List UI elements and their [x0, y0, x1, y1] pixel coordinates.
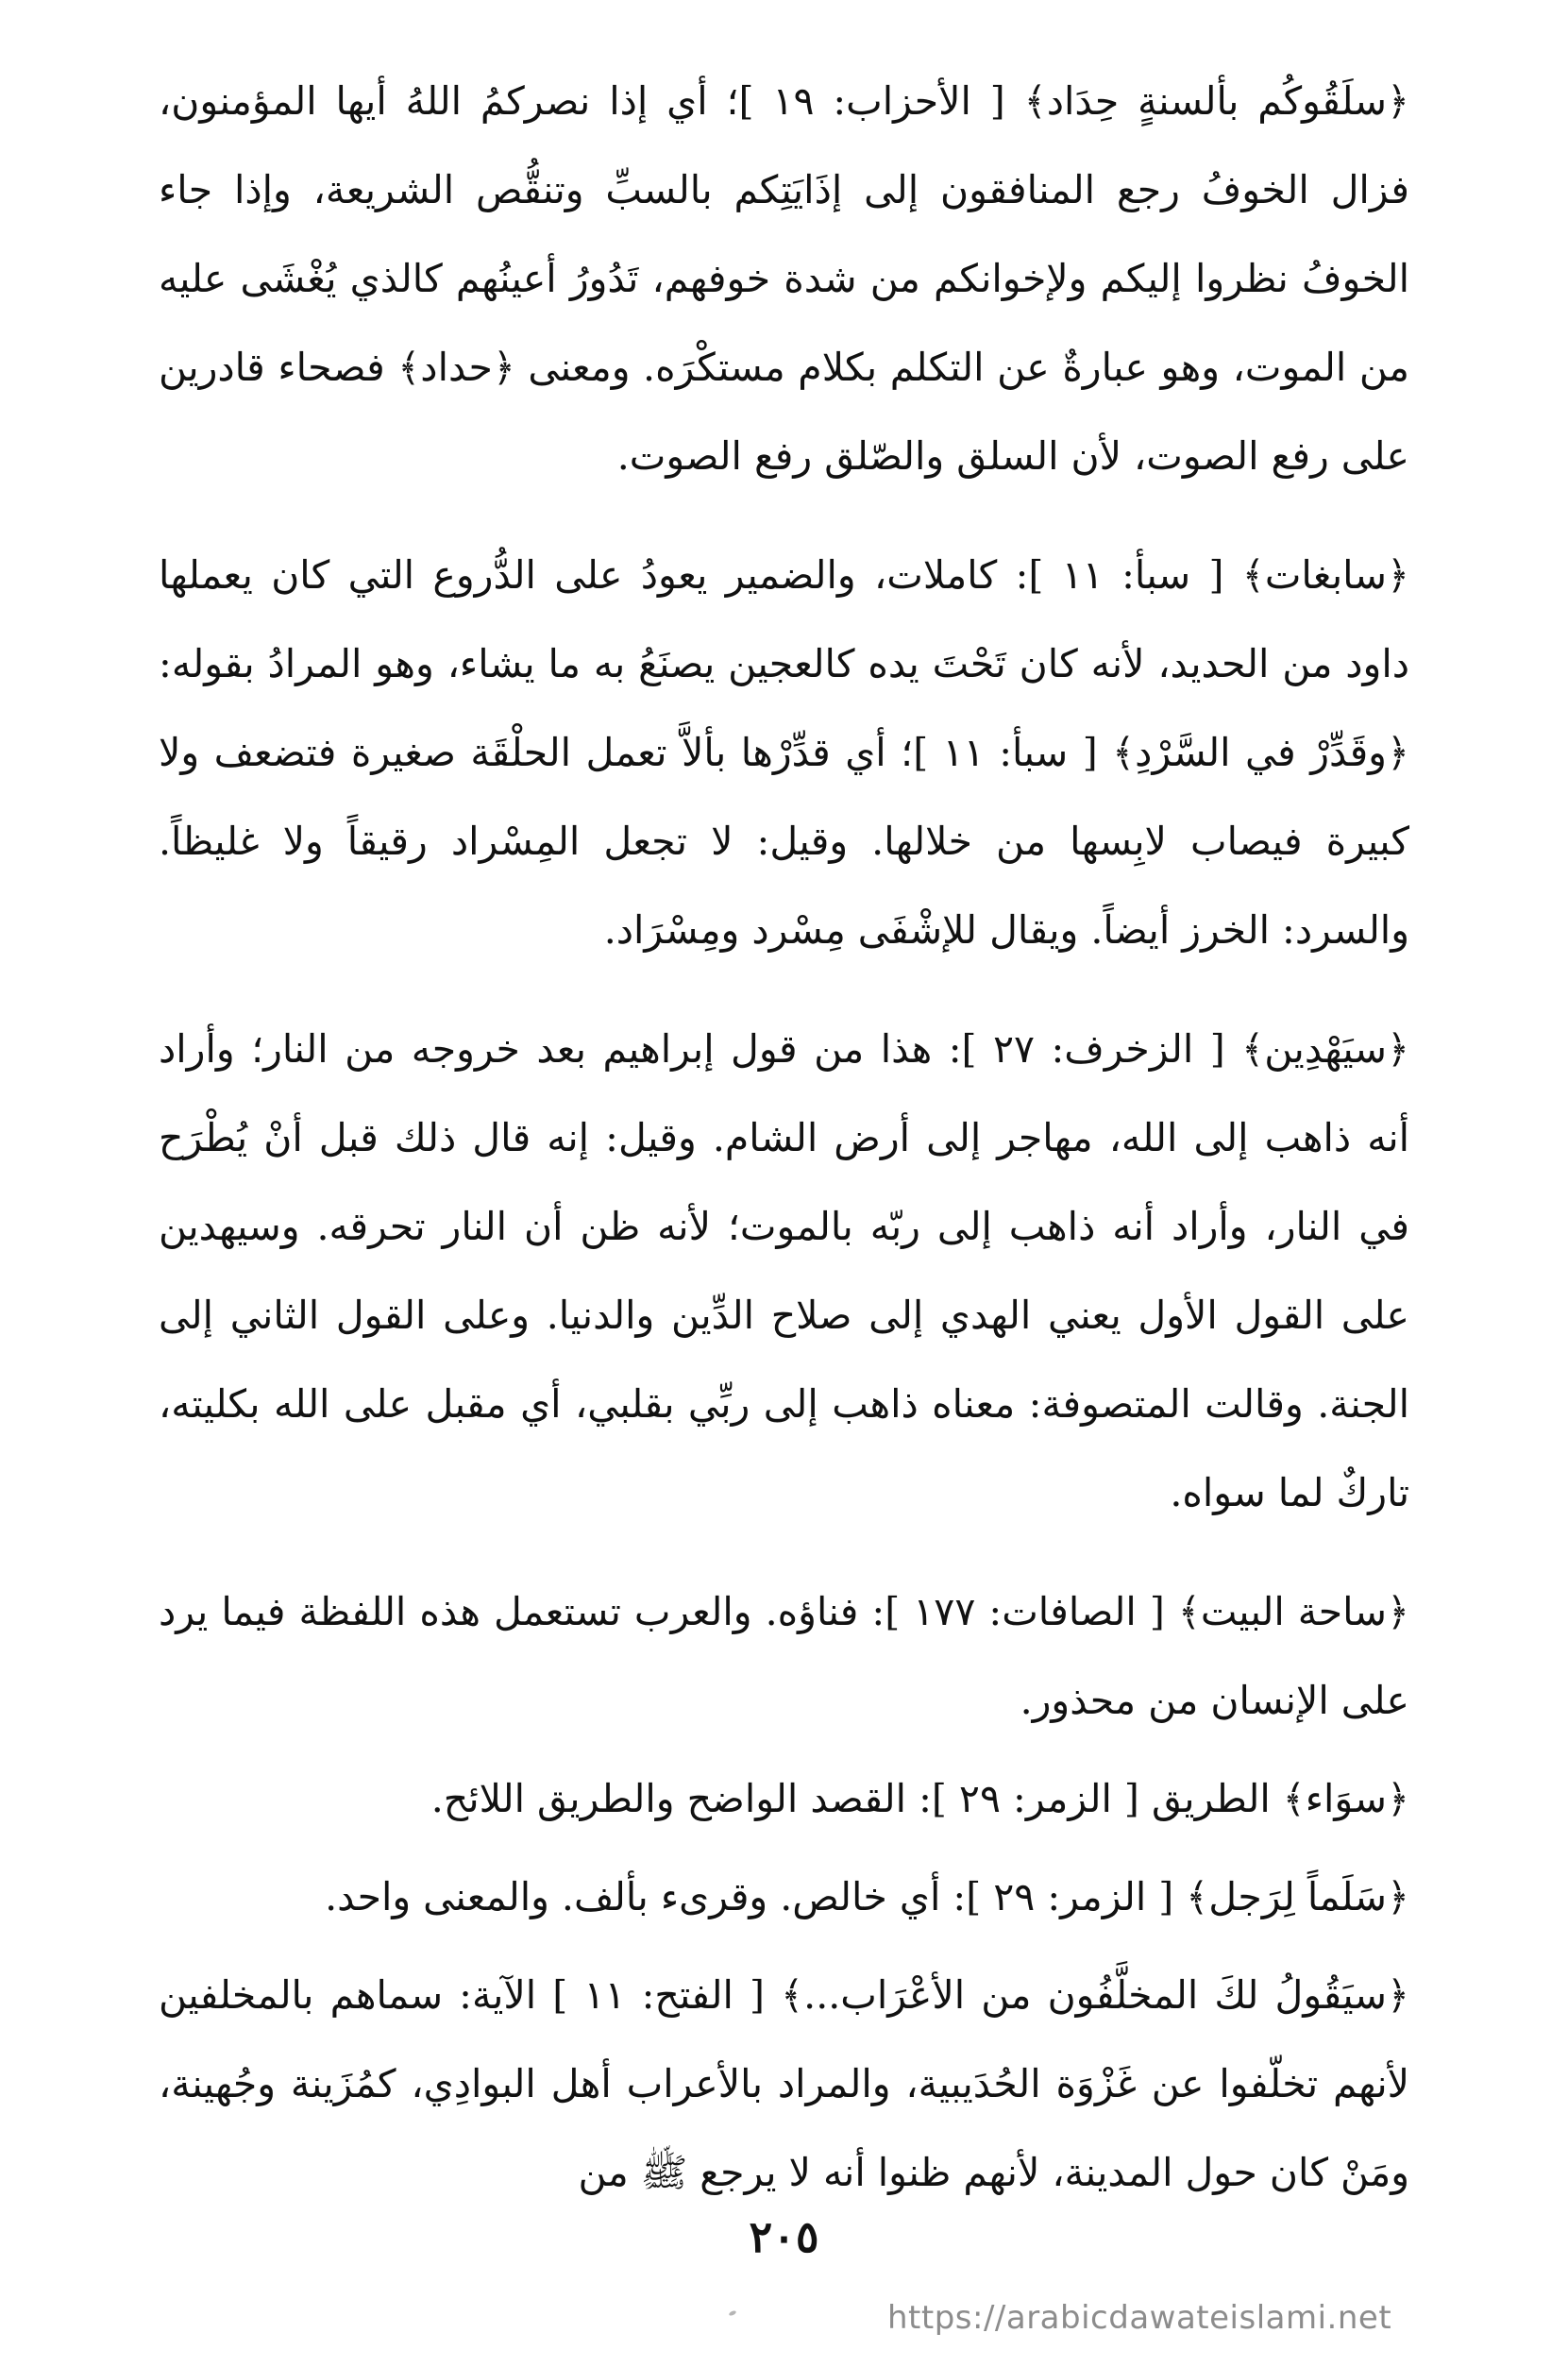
watermark-url: https://arabicdawateislami.net: [887, 2299, 1392, 2337]
paragraph-salaqukum: ﴿سلَقُوكُم بألسنةٍ حِدَاد﴾ [ الأحزاب: ١٩ ]؛ أي إذا نصركمُ اللهُ أيها المؤمنون، فزال الخوفُ رجع المنافقون إلى إذَايَتِكم بالسبِّ وتنقُّص الشريعة، وإذا جاء الخوفُ نظروا إليكم ولإخوانكم من شدة خوفهم، تَدُورُ أعينُهم كالذي يُغْشَى عليه من الموت، وهو عبارةٌ عن التكلم بكلام مستكْرَه. ومعنى ﴿حداد﴾ فصحاء قادرين على رفع الصوت، لأن السلق والصّلق رفع الصوت.: [159, 78, 1409, 479]
paragraph-sayaqulu-laka: ﴿سيَقُولُ لكَ المخلَّفُون من الأعْرَاب...﴾ [ الفتح: ١١ ] الآية: سماهم بالمخلفين لأنهم تخلّفوا عن غَزْوَة الحُدَيبية، والمراد بالأعراب أهل البوادِي، كمُزَينة وجُهينة، ومَنْ كان حول المدينة، لأنهم ظنوا أنه لا يرجع ﷺ من: [159, 1972, 1409, 2195]
page-number: ٢٠٥: [749, 2211, 819, 2262]
scan-speck: [729, 2309, 737, 2316]
paragraph-salaman-lirajul: ﴿سَلَماً لِرَجل﴾ [ الزمر: ٢٩ ]: أي خالص. وقرىء بألف. والمعنى واحد.: [325, 1874, 1409, 1919]
paragraph-sayahdin: ﴿سيَهْدِين﴾ [ الزخرف: ٢٧ ]: هذا من قول إبراهيم بعد خروجه من النار؛ وأراد أنه ذاهب إلى الله، مهاجر إلى أرض الشام. وقيل: إنه قال ذلك قبل أنْ يُطْرَح في النار، وأراد أنه ذاهب إلى ربّه بالموت؛ لأنه ظن أن النار تحرقه. وسيهدين على القول الأول يعني الهدي إلى صلاح الدِّين والدنيا. وعلى القول الثاني إلى الجنة. وقالت المتصوفة: معناه ذاهب إلى ربِّي بقلبي، أي مقبل على الله بكليته، تاركٌ لما سواه.: [159, 1026, 1409, 1515]
paragraph-sabighat: ﴿سابغات﴾ [ سبأ: ١١ ]: كاملات، والضمير يعودُ على الدُّروع التي كان يعملها داود من الحديد، لأنه كان تَحْتَ يده كالعجين يصنَعُ به ما يشاء، وهو المرادُ بقوله: ﴿وقَدِّرْ في السَّرْدِ﴾ [ سبأ: ١١ ]؛ أي قدِّرْها بألاَّ تعمل الحلْقَة صغيرة فتضعف ولا كبيرة فيصاب لابِسها من خلالها. وقيل: لا تجعل المِسْراد رقيقاً ولا غليظاً. والسرد: الخرز أيضاً. ويقال للإشْفَى مِسْرد ومِسْرَاد.: [159, 552, 1409, 953]
main-text-block: [159, 57, 1409, 2217]
paragraph-sahat-al-bayt: ﴿ساحة البيت﴾ [ الصافات: ١٧٧ ]: فناؤه. والعرب تستعمل هذه اللفظة فيما يرد على الإنسان من محذور.: [159, 1589, 1410, 1723]
paragraph-sawa-al-tariq: ﴿سوَاء﴾ الطريق [ الزمر: ٢٩ ]: القصد الواضح والطريق اللائح.: [430, 1776, 1409, 1821]
